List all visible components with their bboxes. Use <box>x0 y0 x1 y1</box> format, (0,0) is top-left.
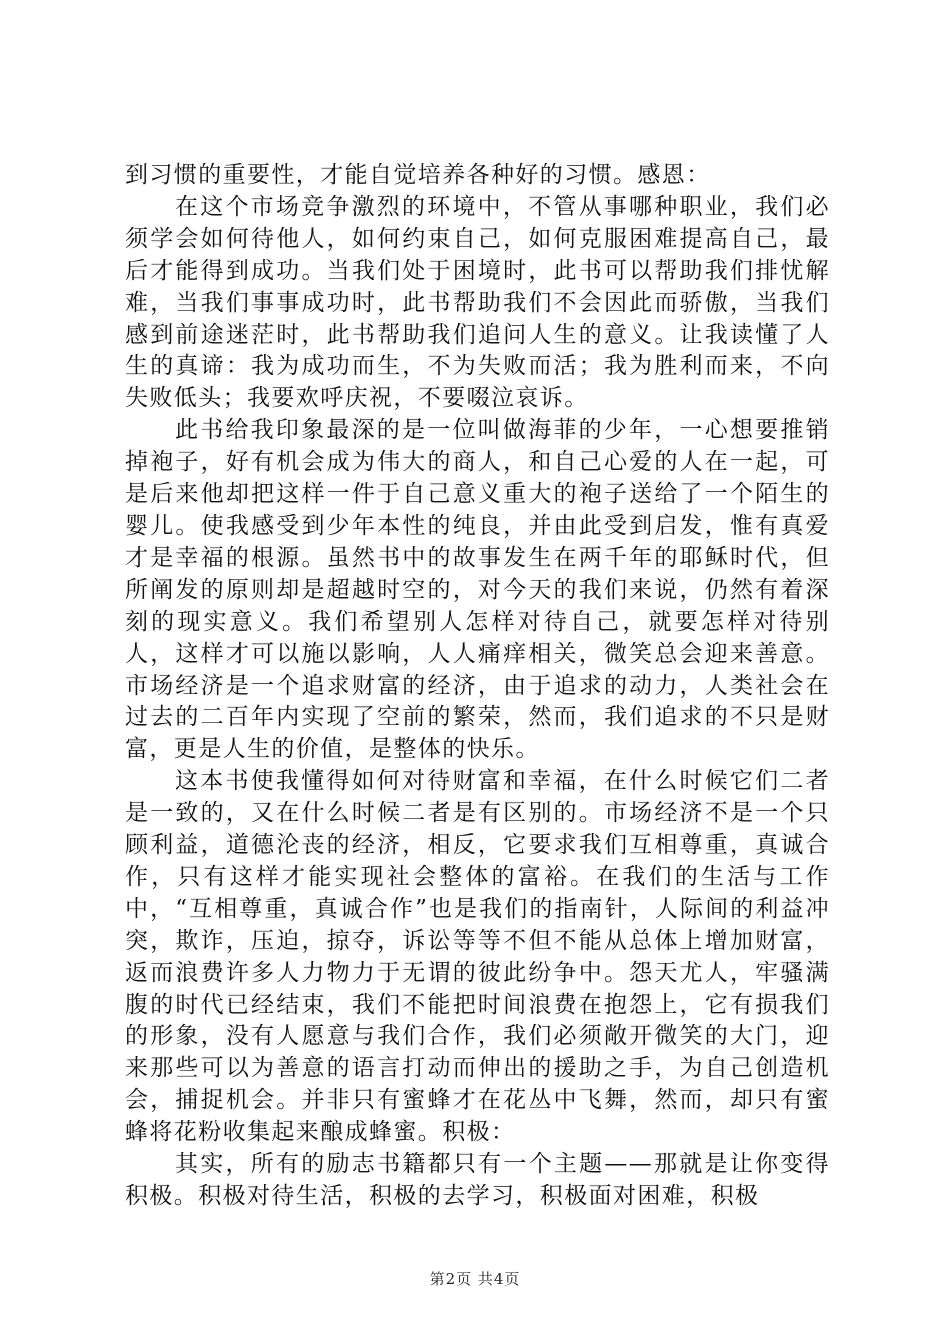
paragraph-4: 这本书使我懂得如何对待财富和幸福，在什么时候它们二者是一致的，又在什么时候二者是有区别的。市场经济不是一个只顾利益，道德沦丧的经济，相反，它要求我们互相尊重，真诚合作，只有这样才能实现社会整体的富裕。在我们的生活与工作中，“互相尊重，真诚合作”也是我们的指南针，人际间的利益冲突，欺诈，压迫，掠夺，诉讼等等不但不能从总体上增加财富，返而浪费许多人力物力于无谓的彼此纷争中。怨天尤人，牢骚满腹的时代已经结束，我们不能把时间浪费在抱怨上，它有损我们的形象，没有人愿意与我们合作，我们必须敞开微笑的大门，迎来那些可以为善意的语言打动而伸出的援助之手，为自己创造机会，捕捉机会。并非只有蜜蜂才在花丛中飞舞，然而，却只有蜜蜂将花粉收集起来酿成蜂蜜。积极： <box>125 768 830 1146</box>
document-body <box>125 160 830 1213</box>
paragraph-5: 其实，所有的励志书籍都只有一个主题——那就是让你变得积极。积极对待生活，积极的去学习，积极面对困难，积极 <box>125 1151 830 1209</box>
paragraph-1: 到习惯的重要性，才能自觉培养各种好的习惯。感恩： <box>125 162 711 188</box>
paragraph-3: 此书给我印象最深的是一位叫做海菲的少年，一心想要推销掉袍子，好有机会成为伟大的商人，和自己心爱的人在一起，可是后来他却把这样一件于自己意义重大的袍子送给了一个陌生的婴儿。使我感受到少年本性的纯良，并由此受到启发，惟有真爱才是幸福的根源。虽然书中的故事发生在两千年的耶稣时代，但所阐发的原则却是超越时空的，对今天的我们来说，仍然有着深刻的现实意义。我们希望别人怎样对待自己，就要怎样对待别人，这样才可以施以影响，人人痛痒相关，微笑总会迎来善意。市场经济是一个追求财富的经济，由于追求的动力，人类社会在过去的二百年内实现了空前的繁荣，然而，我们追求的不只是财富，更是人生的价值，是整体的快乐。 <box>125 417 830 763</box>
paragraph-2: 在这个市场竞争激烈的环境中，不管从事哪种职业，我们必须学会如何待他人，如何约束自己，如何克服困难提高自己，最后才能得到成功。当我们处于困境时，此书可以帮助我们排忧解难，当我们事事成功时，此书帮助我们不会因此而骄傲，当我们感到前途迷茫时，此书帮助我们追问人生的意义。让我读懂了人生的真谛：我为成功而生，不为失败而活；我为胜利而来，不向失败低头；我要欢呼庆祝，不要啜泣哀诉。 <box>125 193 830 412</box>
page-number-footer: 第2页 共4页 <box>429 1270 521 1288</box>
